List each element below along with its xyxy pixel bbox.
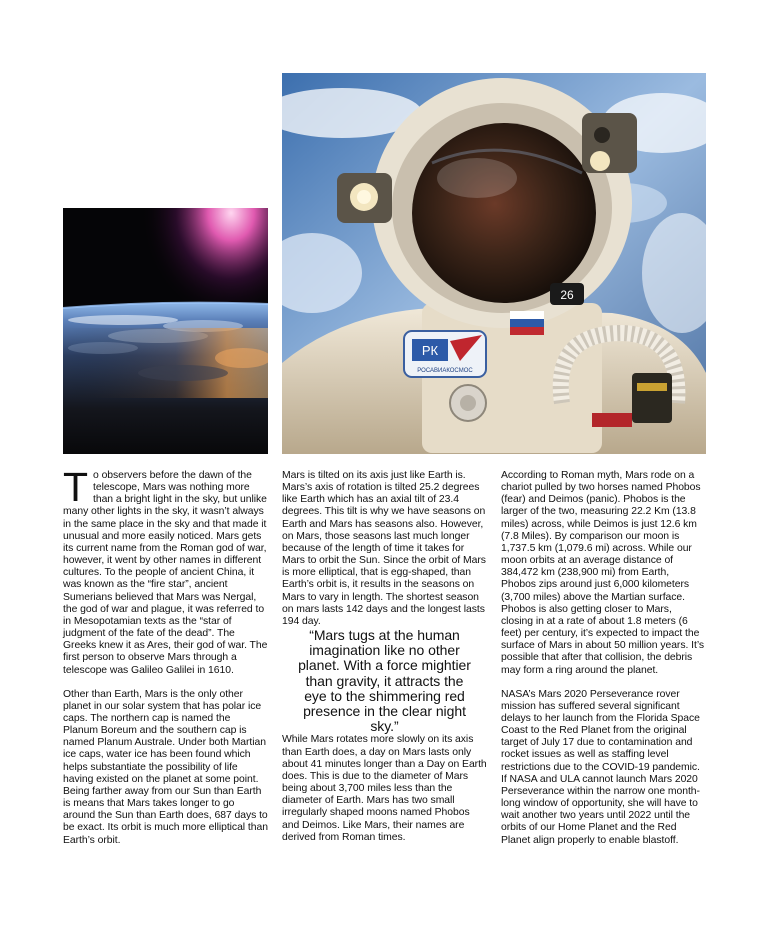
paragraph — [63, 464, 268, 677]
paragraph-text: o observers before the dawn of the telescope, Mars was nothing more than a bright light in the sky, but unlike many other lights in the sky, it wasn’t always in the same place in the sky and that made it unusual and more easily noticed. Mars gets its current name from the Roman god of war, however, it went by other names in different cultures. To the people of ancient China, it was known as the “fire star”, ancient Sumerians believed that Mars was Nergal, the god of war and plague, it was referred to in Mesopotamian texts as the “star of judgment of the fate of the dead”. The Greeks knew it as Ares, their god of war. The first person to observe Mars through a telescope was Galileo Galilei in 1610. — [63, 470, 268, 676]
article-column-1 — [63, 464, 268, 847]
pull-quote: “Mars tugs at the human imagination like no other planet. With a force mightier than gravity, it attracts the eye to the shimmering red presence in the clear night sky.” — [298, 627, 471, 735]
article-column-2 — [282, 470, 487, 844]
cosmonaut-spacewalk-photo — [282, 73, 706, 454]
paragraph: NASA’s Mars 2020 Perseverance rover mission has suffered several significant delays to her launch from the Florida Space Coast to the Red Planet from the original target of July 17 due to contamination and rocket issues as well as staffing level restrictions due to the COVID-19 pandemic. If NASA and ULA cannot launch Mars 2020 Perseverance within the narrow one month-long window of opportunity, she will have to wait another two years until 2022 until the orbits of our Home Planet and the Red Planet align properly to enable blastoff. — [501, 688, 700, 846]
earth-horizon-photo — [63, 208, 268, 454]
paragraph: Mars is tilted on its axis just like Earth is. Mars’s axis of rotation is tilted 25.2 degrees like Earth which has an axial tilt of 23.4 degrees. This tilt is why we have seasons on Earth and Mars has seasons also. However, on Mars, those seasons last much longer because of the length of time it takes for Mars to orbit the Sun. Since the orbit of Mars is more elliptical, that is egg-shaped, than Earth’s orbit is, it results in the seasons on Mars to vary in length. The shortest season on mars lasts 142 days and the longest lasts 194 day. — [282, 470, 486, 627]
paragraph: While Mars rotates more slowly on its axis than Earth does, a day on Mars lasts only about 41 minutes longer than a Day on Earth does. This is due to the diameter of Mars being about 3,700 miles less than the diameter of Earth. Mars has two small irregularly shaped moons named Phobos and Deimos. Like Mars, their names are derived from Roman times. — [282, 734, 487, 843]
patch-letters: РК — [421, 343, 439, 358]
paragraph: Other than Earth, Mars is the only other planet in our solar system that has polar ice caps. The northern cap is named the Planum Boreum and the southern cap is named Planum Australe. Under both Martian ice caps, water ice has been found which helps substantiate the possibility of life having existed on the planet at some point. Being farther away from our Sun than Earth is means that Mars takes longer to go around the Sun than Earth does, 687 days to be exact. Its orbit is much more elliptical than Earth’s orbit. — [63, 688, 268, 846]
helmet-number: 26 — [560, 288, 574, 302]
patch-caption: РОСАВИАКОСМОС — [417, 368, 473, 374]
paragraph: According to Roman myth, Mars rode on a chariot pulled by two horses named Phobos (fear) and Deimos (panic). Phobos is the larger of the two, measuring 22.2 Km (13.8 miles) across, while Deimos is just 12.6 km (7.8 Miles). By comparison our moon is 1,737.5 km (1,079.6 mi) across. While our moon orbits at an average distance of 384,472 km (238,900 mi) from Earth, Phobos zips around just 6,000 kilometers (3,700 miles) above the Martian surface. Phobos is also getting closer to Mars, closing in at a rate of about 1.8 meters (6 feet) per century, it’s expected to impact the surface of Mars in about 50 million years. It’s possible that after that collision, the debris may form a ring around the planet. — [501, 470, 705, 676]
article-column-3 — [501, 470, 706, 847]
drop-cap: T — [63, 464, 88, 510]
